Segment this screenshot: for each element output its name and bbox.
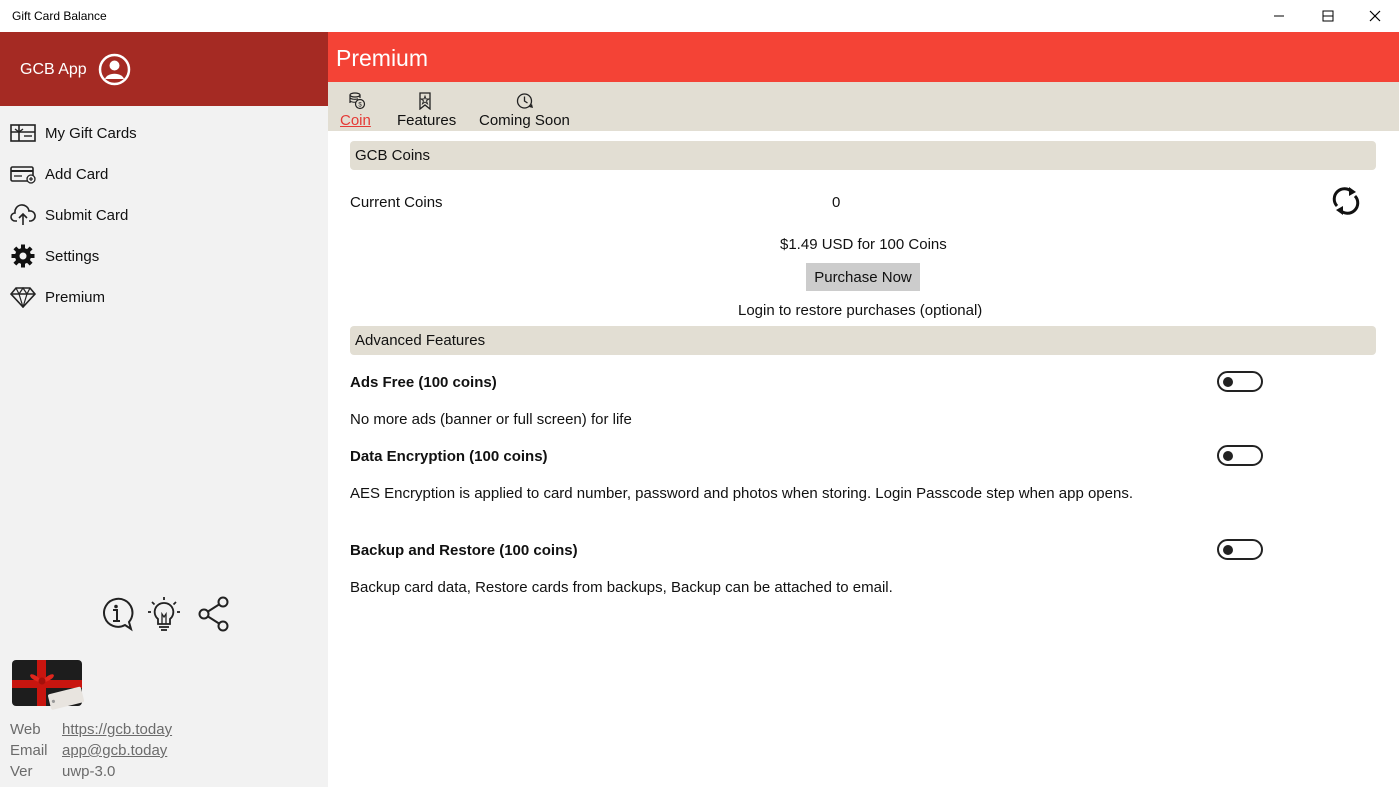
feature-title-backup-restore: Backup and Restore (100 coins) xyxy=(350,542,578,559)
window-title: Gift Card Balance xyxy=(12,9,107,23)
sidebar-item-premium[interactable] xyxy=(0,277,328,318)
sidebar-item-submit-card[interactable] xyxy=(0,195,328,236)
maximize-button[interactable] xyxy=(1305,0,1351,32)
sidebar-item-add-card[interactable] xyxy=(0,154,328,195)
price-text: $1.49 USD for 100 Coins xyxy=(780,236,947,253)
section-title: Advanced Features xyxy=(355,332,486,349)
app-logo xyxy=(11,658,85,712)
feature-desc-backup-restore: Backup card data, Restore cards from backups, Backup can be attached to email. xyxy=(350,579,893,596)
tab-label: Features xyxy=(397,112,457,129)
refresh-icon[interactable] xyxy=(1330,185,1362,217)
toggle-knob xyxy=(1223,451,1233,461)
gift-card-icon xyxy=(10,121,36,145)
ads-free-toggle[interactable] xyxy=(1217,371,1263,392)
web-label: Web xyxy=(10,721,41,738)
feature-desc-data-encryption: AES Encryption is applied to card number, password and photos when storing. Login Passcode step when app opens. xyxy=(350,485,1133,502)
sidebar-nav xyxy=(0,113,328,318)
clock-icon xyxy=(516,92,534,110)
features-section-header xyxy=(350,326,1376,355)
feature-desc-ads-free: No more ads (banner or full screen) for life xyxy=(350,411,632,428)
tab-label: Coin xyxy=(340,112,371,129)
sidebar-header xyxy=(0,32,328,106)
data-encryption-toggle[interactable] xyxy=(1217,445,1263,466)
purchase-now-button[interactable]: Purchase Now xyxy=(806,263,920,291)
sidebar-tools xyxy=(96,596,236,636)
web-link[interactable]: https://gcb.today xyxy=(62,721,173,738)
sidebar-item-my-gift-cards[interactable] xyxy=(0,113,328,154)
close-icon xyxy=(1369,10,1381,22)
title-bar xyxy=(0,0,1399,32)
minimize-icon xyxy=(1273,10,1285,22)
add-card-icon xyxy=(10,162,36,186)
tab-bar xyxy=(328,82,1399,131)
email-link[interactable]: app@gcb.today xyxy=(62,742,168,759)
tab-features[interactable] xyxy=(397,82,457,131)
section-title: GCB Coins xyxy=(355,147,431,164)
toggle-knob xyxy=(1223,377,1233,387)
sidebar-item-settings[interactable] xyxy=(0,236,328,277)
app-name: GCB App xyxy=(20,61,87,78)
info-icon[interactable] xyxy=(98,596,134,632)
minimize-button-2[interactable] xyxy=(1256,0,1302,32)
sidebar-item-label: Add Card xyxy=(45,166,109,183)
cloud-upload-icon xyxy=(10,203,36,227)
tab-coming-soon[interactable] xyxy=(479,82,573,131)
sidebar xyxy=(0,32,328,787)
sidebar-item-label: Submit Card xyxy=(45,207,129,224)
sidebar-item-label: My Gift Cards xyxy=(45,125,137,142)
maximize-icon xyxy=(1322,10,1334,22)
lightbulb-icon[interactable] xyxy=(146,596,182,632)
email-label: Email xyxy=(10,742,48,759)
svg-text:$: $ xyxy=(358,102,362,109)
page-title: Premium xyxy=(336,45,429,71)
feature-title-data-encryption: Data Encryption (100 coins) xyxy=(350,448,548,465)
tab-label: Coming Soon xyxy=(479,112,570,129)
toggle-knob xyxy=(1223,545,1233,555)
backup-restore-toggle[interactable] xyxy=(1217,539,1263,560)
feature-title-ads-free: Ads Free (100 coins) xyxy=(350,374,497,391)
version-value: uwp-3.0 xyxy=(62,763,116,780)
restore-purchases-text[interactable]: Login to restore purchases (optional) xyxy=(738,302,983,319)
bookmark-icon xyxy=(416,92,434,110)
coins-icon xyxy=(348,92,366,110)
user-avatar-icon[interactable] xyxy=(98,53,131,86)
diamond-icon xyxy=(10,285,36,309)
page-header xyxy=(328,32,1399,82)
current-coins-label: Current Coins xyxy=(350,194,443,211)
gear-icon xyxy=(10,244,36,268)
tab-coin[interactable] xyxy=(340,82,384,131)
close-button[interactable] xyxy=(1352,0,1398,32)
version-label: Ver xyxy=(10,763,33,780)
sidebar-item-label: Settings xyxy=(45,248,100,265)
sidebar-item-label: Premium xyxy=(45,289,106,306)
main-content xyxy=(328,32,1399,787)
current-coins-value: 0 xyxy=(832,194,841,211)
coins-section-header xyxy=(350,141,1376,170)
share-icon[interactable] xyxy=(196,596,232,632)
